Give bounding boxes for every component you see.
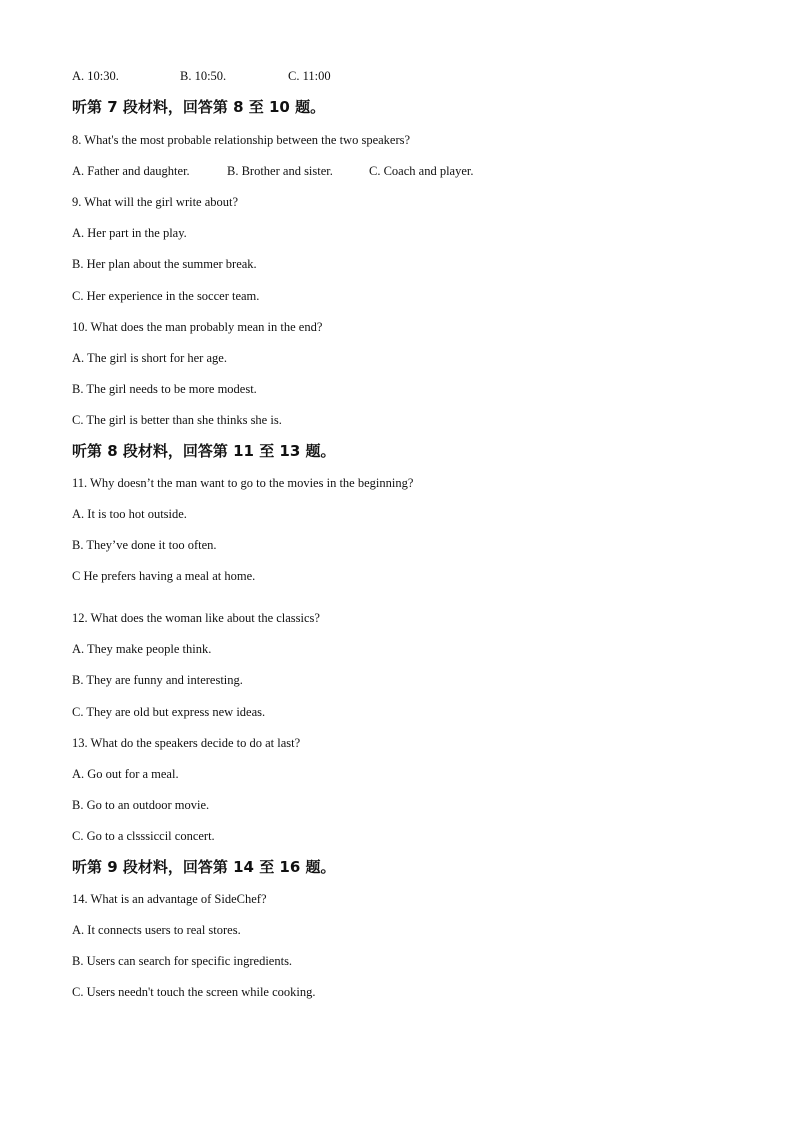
q14-option-a: A. It connects users to real stores. xyxy=(72,923,241,937)
q13-option-b: B. Go to an outdoor movie. xyxy=(72,798,210,812)
q7-option-b: B. 10:50. xyxy=(180,69,227,83)
q14-option-b: B. Users can search for specific ingredients. xyxy=(72,954,293,968)
q14-option-c: C. Users needn't touch the screen while cooking. xyxy=(72,985,316,999)
section-7-heading: 听第 7 段材料，回答第 8 至 10 题。 xyxy=(72,98,326,116)
q10-option-b: B. The girl needs to be more modest. xyxy=(72,382,257,396)
q7-option-a: A. 10:30. xyxy=(72,69,119,83)
q8-option-b: B. Brother and sister. xyxy=(227,164,333,178)
q9-option-b: B. Her plan about the summer break. xyxy=(72,257,257,271)
q10-stem: 10. What does the man probably mean in the end? xyxy=(72,320,323,334)
section-9-heading: 听第 9 段材料，回答第 14 至 16 题。 xyxy=(72,858,336,876)
q12-option-c: C. They are old but express new ideas. xyxy=(72,705,266,719)
q14-stem: 14. What is an advantage of SideChef? xyxy=(72,892,267,906)
q10-option-a: A. The girl is short for her age. xyxy=(72,351,227,365)
q12-option-b: B. They are funny and interesting. xyxy=(72,673,243,687)
q8-option-a: A. Father and daughter. xyxy=(72,164,190,178)
q9-option-c: C. Her experience in the soccer team. xyxy=(72,289,260,303)
q11-option-b: B. They’ve done it too often. xyxy=(72,538,217,552)
q12-option-a: A. They make people think. xyxy=(72,642,212,656)
q10-option-c: C. The girl is better than she thinks she is. xyxy=(72,413,282,427)
q9-stem: 9. What will the girl write about? xyxy=(72,195,239,209)
q8-stem: 8. What's the most probable relationship between the two speakers? xyxy=(72,133,411,147)
q12-stem: 12. What does the woman like about the classics? xyxy=(72,611,320,625)
section-8-heading: 听第 8 段材料，回答第 11 至 13 题。 xyxy=(72,442,336,460)
q11-option-a: A. It is too hot outside. xyxy=(72,507,187,521)
q13-option-a: A. Go out for a meal. xyxy=(72,767,179,781)
q9-option-a: A. Her part in the play. xyxy=(72,226,187,240)
q13-option-c: C. Go to a clsssiccil concert. xyxy=(72,829,215,843)
q11-option-c: C He prefers having a meal at home. xyxy=(72,569,256,583)
q11-stem: 11. Why doesn’t the man want to go to the movies in the beginning? xyxy=(72,476,414,490)
q8-option-c: C. Coach and player. xyxy=(369,164,474,178)
q7-option-c: C. 11:00 xyxy=(288,69,331,83)
q13-stem: 13. What do the speakers decide to do at last? xyxy=(72,736,301,750)
